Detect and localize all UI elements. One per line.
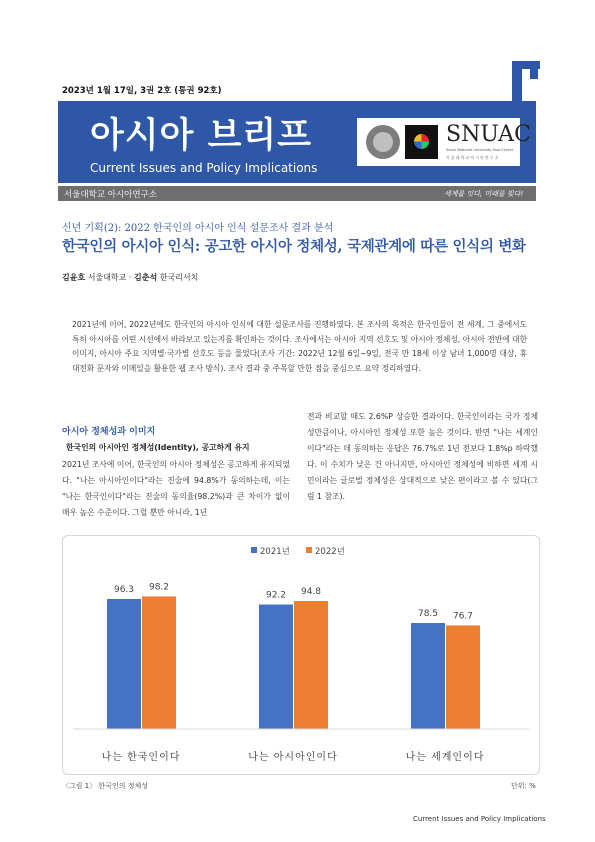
data-label-1-0: 92.2 — [265, 590, 287, 601]
bar-0-1 — [142, 596, 176, 729]
author-1-affiliation: 서울대학교 · — [85, 273, 134, 282]
section-title: 아시아 정체성과 이미지 — [62, 427, 156, 437]
bar-1-1 — [294, 601, 328, 729]
legend-label-1: 2022년 — [315, 547, 345, 557]
figure-caption: 〈그림 1〉 한국인의 정체성 — [62, 782, 148, 790]
snuac-logo-text: SNUAC — [446, 122, 531, 147]
seal-inner — [373, 132, 393, 152]
abstract: 2021년에 이어, 2022년에도 한국인의 아시아 인식에 대한 설문조사를 진행하였다. 본 조사의 목적은 한국인들이 전 세계, 그 중에서도 특히 아시아를 어떤 시선에서 바라보고 있는지를 확인하는 것이다. 조사에서는 아시아 지역 선호도 및 아시아 정체성, 아시아 전반에 대한 이미지, 아시아 주요 지역별·국가별 선호도 등을 물었다(조사 기간: 2022년 12월 6일~9일, 전국 만 18세 이상 남녀 1,000명 대상, 휴대전화 문자와 이메일을 활용한 웹 조사 방식). 조사 결과 중 주목할 만한 점을 중심으로 요약 정리하였다. — [72, 320, 527, 373]
subsection-title: 한국인의 아시아인 정체성(Identity), 공고하게 유지 — [66, 443, 250, 452]
author-1-name: 김윤호 — [62, 273, 86, 282]
bar-2-1 — [446, 625, 480, 729]
institute-name: 서울대학교 아시아연구소 — [64, 190, 158, 200]
logo-sub-ko: 서 울 대 학 교 아 시 아 연 구 소 — [446, 155, 499, 160]
logo-sub-en: Seoul National University Asia Center — [446, 148, 514, 152]
category-label-2: 나는 세계인이다 — [405, 752, 485, 763]
emblem-dot — [414, 134, 429, 149]
author-2-name: 김춘석 — [134, 273, 158, 282]
corner-logo-step — [530, 61, 538, 79]
legend-swatch-1 — [306, 547, 312, 553]
author-2-affiliation: 한국리서치 — [157, 273, 199, 282]
publication-title: 아시아 브리프 — [90, 116, 313, 156]
series-title: 신년 기획(2): 2022 한국인의 아시아 인식 설문조사 결과 분석 — [62, 223, 334, 234]
footer-text: Current Issues and Policy Implications — [413, 815, 546, 823]
issue-line: 2023년 1월 17일, 3권 2호 (통권 92호) — [62, 86, 222, 96]
data-label-2-0: 78.5 — [417, 609, 439, 620]
data-label-2-1: 76.7 — [452, 611, 474, 622]
data-label-1-1: 94.8 — [300, 587, 322, 598]
category-label-1: 나는 아시아인이다 — [248, 752, 338, 763]
headline: 한국인의 아시아 인식: 공고한 아시아 정체성, 국제관계에 따른 인식의 변화 — [62, 238, 526, 255]
data-label-0-0: 96.3 — [113, 584, 135, 595]
authors — [62, 272, 198, 283]
legend-label-0: 2021년 — [260, 547, 290, 557]
slogan: 세계를 잇다, 미래를 빚다! — [444, 190, 524, 198]
legend-swatch-0 — [251, 547, 257, 553]
body-right-column: 전과 비교할 때도 2.6%P 상승한 결과이다. 한국인이라는 국가 정체성만큼이나, 아시아인 정체성 또한 높은 것이다. 반면 "나는 세계인이다"라는 데 동의하는 응답은 76.7%로 1년 전보다 1.8%p 하락했다. 이 수치가 낮은 건 아니지만, 아시아인 정체성에 비하면 세계 시민이라는 글로벌 정체성은 상대적으로 낮은 편이라고 볼 수 있다(그림 1 참조). — [307, 412, 538, 501]
bar-0-0 — [107, 599, 141, 729]
bar-1-0 — [259, 605, 293, 729]
category-label-0: 나는 한국인이다 — [101, 752, 181, 763]
unit-label: 단위: % — [511, 782, 536, 790]
bar-2-0 — [411, 623, 445, 729]
data-label-0-1: 98.2 — [148, 582, 170, 593]
publication-subtitle: Current Issues and Policy Implications — [90, 161, 318, 175]
chart-frame — [62, 535, 540, 775]
identity-bar-chart — [63, 536, 539, 774]
body-left-column: 2021년 조사에 이어, 한국인의 아시아 정체성은 공고하게 유지되었다. "나는 아시아인이다"라는 진술에 94.8%가 동의하는데, 이는 "나는 한국인이다"라는 진술의 동의율(98.2%)과 큰 차이가 없이 매우 높은 수준이다. 그럴 뿐만 아니라, 1년 — [62, 460, 290, 517]
